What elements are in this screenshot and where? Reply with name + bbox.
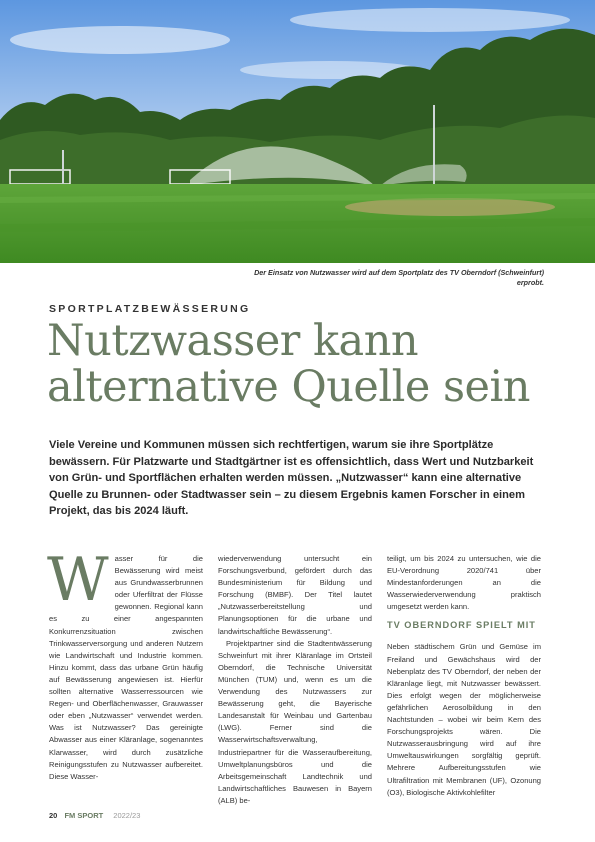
column-3-paragraph-2: Neben städtischem Grün und Gemüse im Freiland und Gewächshaus wird der Nebenplatz des TV Oberndorf, der neben der Kläranlage liegt, mit Nutzwasser bewässert. Dies erfolgt wegen der möglicherweise gefährlichen Aerosolbildung in den Nachtstunden – wobei wir beim Kern des Forschungsprojekts wären. Die Nutzwasserausbringung wird auf ihre Umweltauswirkungen sorgfältig geprüft. Mehrere Aufbereitungsstufen wie Ultrafiltration mit Membranen (UF), Ozonung (O3), Biologische Aktivkohlefilter <box>387 642 541 797</box>
column-3-subheading: TV OBERNDORF SPIELT MIT <box>387 620 536 631</box>
photo-caption: Der Einsatz von Nutzwasser wird auf dem Sportplatz des TV Oberndorf (Schweinfurt) erprobt. <box>254 268 544 287</box>
article-headline: Nutzwasser kann alternative Quelle sein <box>47 316 530 412</box>
article-lead: Viele Vereine und Kommunen müssen sich rechtfertigen, warum sie ihre Sportplätze bewässern. Für Platzwarte und Stadtgärtner ist es offensichtlich, dass Wert und Nutzbarkeit von Grün- und Sportflächen erhalten werden müssen. „Nutzwasser“ kann eine alternative Quelle zu Brunnen- oder Stadtwasser sein – zu diesem Ergebnis kamen Forscher in einem Projekt, das bis 2024 läuft. <box>49 439 534 518</box>
column-1-paragraph: asser für die Bewässerung wird meist aus Grundwasserbrunnen oder Uferfiltrat der Flüsse gewonnen. Regional kann es zu einer angespannten Konkurrenzsituation zwischen Trinkwasserversorgung und anderen Nutzern wie Landwirtschaft und Industrie kommen. Hinzu kommt, dass das urbane Grün häufig auf Bewässerung angewiesen ist. Hierfür sollten alternative Wasserressourcen wie Regen- und Oberflächenwasser, Grauwasser oder eben „Nutzwasser“ verwendet werden. Was ist Nutzwasser? Das gereinigte Abwasser aus einer Kläranlage, sogenanntes Klarwasser, wird durch zusätzliche Reinigungsstufen zu Nutzwasser aufbereitet. Diese Wasser- <box>49 554 203 781</box>
drop-cap: W <box>47 545 109 615</box>
text-column-1 <box>47 545 203 783</box>
column-2-paragraph-2: Projektpartner sind die Stadtentwässerung Schweinfurt mit ihrer Kläranlage im Ortsteil Oberndorf, die Technische Universität München (TUM) und, wenn es um die Verwendung des Nutzwassers zur Bewässerung geht, die Bayerische Landesanstalt für Weinbau und Gartenbau (LWG). Ferner sind die Wasserwirtschaftsverwaltung, Industriepartner für die Wasseraufbereitung, Umweltplanungsbüros und die Arbeitsgemeinschaft Landtechnik und Landwirtschaftliches Bauwesen in Bayern (ALB) be- <box>218 638 372 805</box>
column-3-paragraph-1: teiligt, um bis 2024 zu untersuchen, wie die EU-Verordnung 2020/741 über Mindestanforderungen an die Wasserwiederverwendung praktisch umgesetzt werden kann. <box>387 554 541 612</box>
sports-field-photo <box>0 0 595 263</box>
section-kicker: SPORTPLATZBEWÄSSERUNG <box>49 303 251 315</box>
page-footer <box>49 811 140 820</box>
magazine-name: FM SPORT <box>64 811 104 820</box>
column-2-paragraph-1: wiederverwendung untersucht ein Forschungsverbund, gefördert durch das Bundesministerium für Bildung und Forschung (BMBF). Der Titel lautet „Nutzwasserbereitstellung und Planungsoptionen für die urbane und landwirtschaftliche Bewässerung“. <box>218 554 372 636</box>
sprinkler-field-illustration <box>0 0 595 263</box>
text-column-3 <box>387 553 541 799</box>
issue-label: 2022/23 <box>113 811 141 820</box>
page-number: 20 <box>49 811 58 820</box>
text-column-2 <box>218 553 372 807</box>
